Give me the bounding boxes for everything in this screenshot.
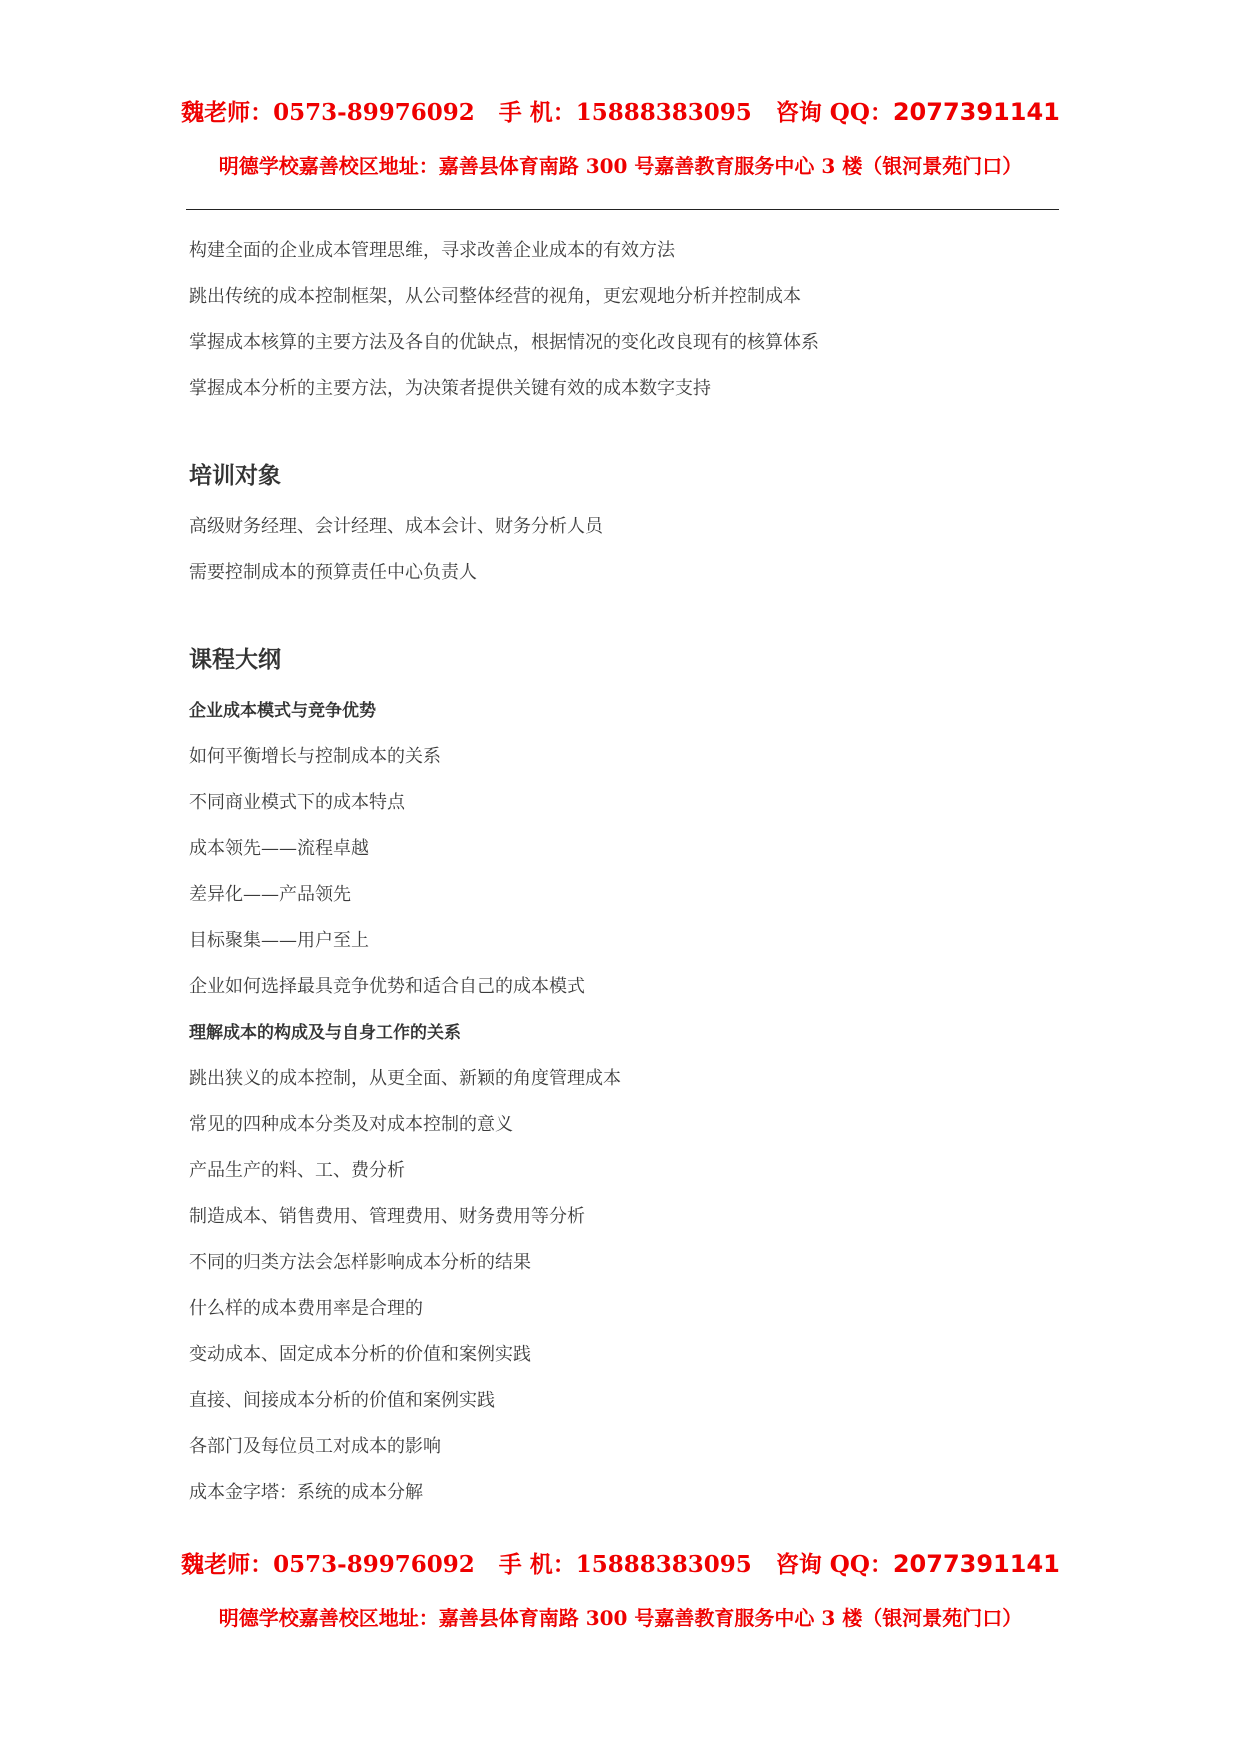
list-item: 差异化——产品领先 — [189, 884, 351, 905]
contact-line — [0, 96, 1241, 129]
list-item: 需要控制成本的预算责任中心负责人 — [189, 562, 477, 583]
list-item: 跳出狭义的成本控制，从更全面、新颖的角度管理成本 — [189, 1068, 621, 1089]
list-item: 高级财务经理、会计经理、成本会计、财务分析人员 — [189, 516, 603, 537]
list-item: 掌握成本核算的主要方法及各自的优缺点，根据情况的变化改良现有的核算体系 — [189, 332, 819, 353]
qq-number: 2077391141 — [892, 1550, 1060, 1578]
contact-line — [0, 1548, 1241, 1581]
list-item: 构建全面的企业成本管理思维，寻求改善企业成本的有效方法 — [189, 240, 675, 261]
list-item: 成本领先——流程卓越 — [189, 838, 369, 859]
list-item: 不同的归类方法会怎样影响成本分析的结果 — [189, 1252, 531, 1273]
audience-heading: 培训对象 — [189, 463, 281, 489]
list-item: 产品生产的料、工、费分析 — [189, 1160, 405, 1181]
audience-list — [189, 504, 1059, 596]
teacher-phone: 魏老师：0573-89976092 — [181, 99, 475, 126]
qq-label: 咨询 QQ： — [775, 99, 893, 126]
footer-contact — [0, 1548, 1241, 1633]
teacher-phone: 魏老师：0573-89976092 — [181, 1551, 475, 1578]
list-item: 变动成本、固定成本分析的价值和案例实践 — [189, 1344, 531, 1365]
qq-number: 2077391141 — [892, 98, 1060, 126]
document-body — [189, 228, 1059, 1516]
outline-subheading: 企业成本模式与竞争优势 — [189, 701, 376, 721]
qq-label: 咨询 QQ： — [775, 1551, 893, 1578]
list-item: 不同商业模式下的成本特点 — [189, 792, 405, 813]
list-item: 企业如何选择最具竞争优势和适合自己的成本模式 — [189, 976, 585, 997]
school-address: 明德学校嘉善校区地址：嘉善县体育南路 300 号嘉善教育服务中心 3 楼（银河景苑门口） — [218, 1606, 1023, 1630]
list-item: 制造成本、销售费用、管理费用、财务费用等分析 — [189, 1206, 585, 1227]
list-item: 各部门及每位员工对成本的影响 — [189, 1436, 441, 1457]
list-item: 如何平衡增长与控制成本的关系 — [189, 746, 441, 767]
school-address: 明德学校嘉善校区地址：嘉善县体育南路 300 号嘉善教育服务中心 3 楼（银河景苑门口） — [218, 154, 1023, 178]
list-item: 目标聚集——用户至上 — [189, 930, 369, 951]
list-item: 什么样的成本费用率是合理的 — [189, 1298, 423, 1319]
list-item: 常见的四种成本分类及对成本控制的意义 — [189, 1114, 513, 1135]
header-divider — [186, 209, 1059, 210]
mobile-phone: 手 机：15888383095 — [498, 99, 752, 126]
list-item: 直接、间接成本分析的价值和案例实践 — [189, 1390, 495, 1411]
header-contact — [0, 96, 1241, 181]
outline-heading: 课程大纲 — [189, 647, 281, 673]
outline-section-2 — [189, 1010, 1059, 1516]
outline-subheading: 理解成本的构成及与自身工作的关系 — [189, 1023, 461, 1043]
outline-section-1 — [189, 688, 1059, 1010]
list-item: 跳出传统的成本控制框架，从公司整体经营的视角，更宏观地分析并控制成本 — [189, 286, 801, 307]
list-item: 掌握成本分析的主要方法，为决策者提供关键有效的成本数字支持 — [189, 378, 711, 399]
objectives-list — [189, 228, 1059, 412]
list-item: 成本金字塔：系统的成本分解 — [189, 1482, 423, 1503]
mobile-phone: 手 机：15888383095 — [498, 1551, 752, 1578]
